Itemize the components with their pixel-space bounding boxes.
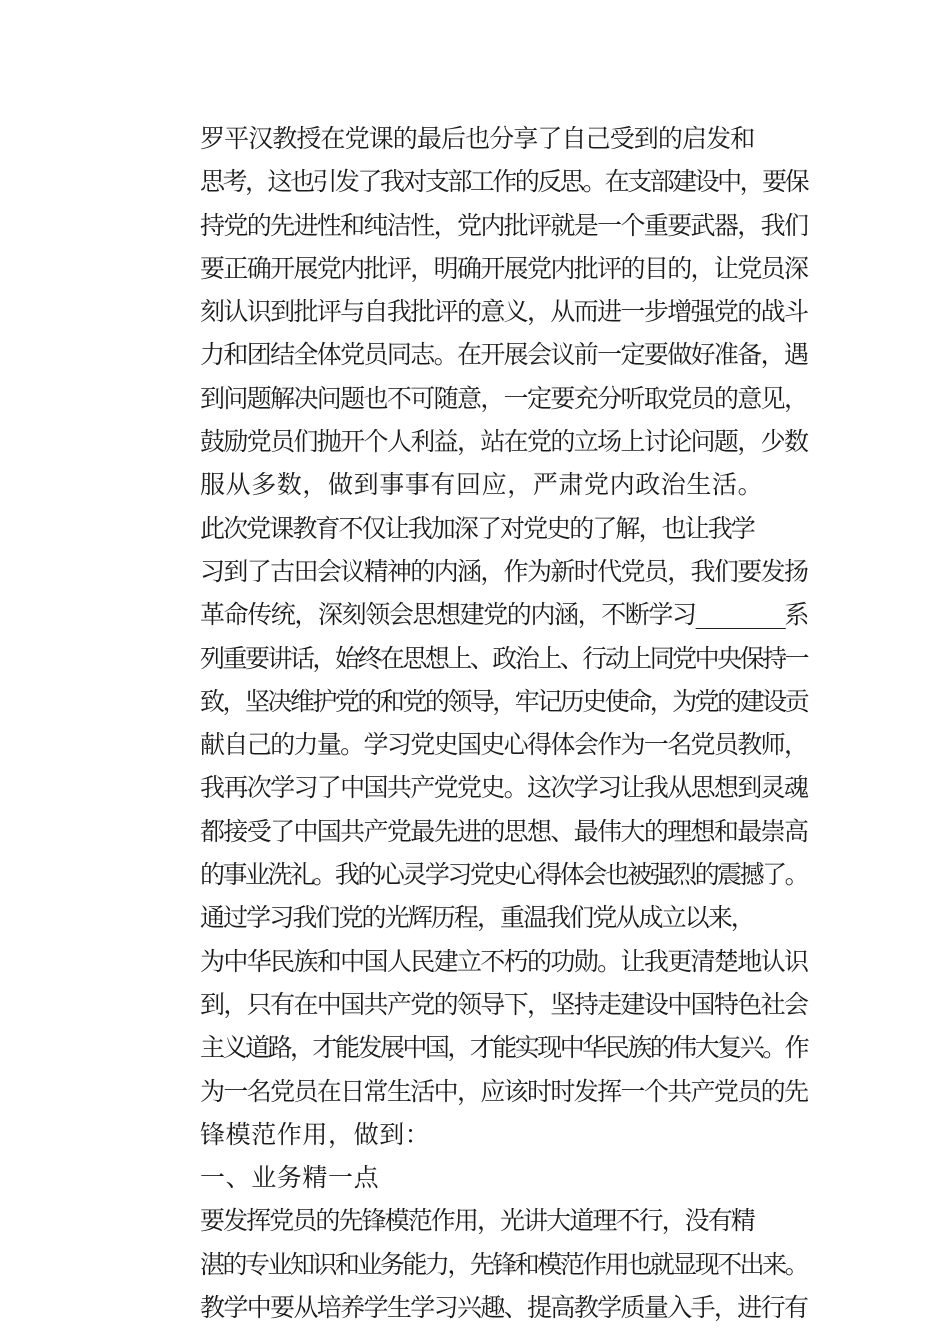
text-line: 教学中要从培养学生学习兴趣、提高教学质量入手，进行有 [200, 1293, 808, 1323]
text-line: 的事业洗礼。我的心灵学习党史心得体会也被强烈的震撼了。 [200, 860, 808, 890]
text-line: 湛的专业知识和业务能力，先锋和模范作用也就显现不出来。 [200, 1249, 808, 1279]
document-body [146, 117, 810, 1329]
text-line: 主义道路，才能发展中国，才能实现中华民族的伟大复兴。作 [200, 1033, 808, 1063]
text-line: 思考，这也引发了我对支部工作的反思。在支部建设中，要保 [200, 167, 808, 197]
text-line: 为中华民族和中国人民建立不朽的功勋。让我更清楚地认识 [200, 946, 808, 976]
section-heading [146, 1156, 810, 1199]
text-line: 通过学习我们党的光辉历程，重温我们党从成立以来， [200, 903, 754, 933]
text-line: 持党的先进性和纯洁性，党内批评就是一个重要武器，我们 [200, 210, 808, 240]
paragraph-professional-skill [146, 1199, 810, 1329]
text-line: 刻认识到批评与自我批评的意义，从而进一步增强党的战斗 [200, 297, 808, 327]
text-line: 到，只有在中国共产党的领导下，坚持走建设中国特色社会 [200, 989, 808, 1019]
text-line: 要发挥党员的先锋模范作用，光讲大道理不行，没有精 [200, 1206, 754, 1236]
text-line: 罗平汉教授在党课的最后也分享了自己受到的启发和 [200, 124, 755, 153]
text-line: 要正确开展党内批评，明确开展党内批评的目的，让党员深 [200, 253, 808, 283]
text-line: 献自己的力量。学习党史国史心得体会作为一名党员教师， [200, 730, 808, 760]
text-line: 革命传统，深刻领会思想建党的内涵，不断学习________系 [200, 600, 809, 630]
text-line: 都接受了中国共产党最先进的思想、最伟大的理想和最崇高 [200, 816, 808, 846]
text-line: 到问题解决问题也不可随意，一定要充分听取党员的意见， [200, 383, 808, 413]
text-line: 此次党课教育不仅让我加深了对党史的了解，也让我学 [200, 513, 754, 543]
heading-text: 一、业务精一点 [200, 1163, 380, 1193]
text-line: 力和团结全体党员同志。在开展会议前一定要做好准备，遇 [200, 340, 808, 370]
text-line: 鼓励党员们抛开个人利益，站在党的立场上讨论问题，少数 [200, 427, 808, 457]
text-line: 习到了古田会议精神的内涵，作为新时代党员，我们要发扬 [200, 556, 808, 586]
paragraph-glorious-history [146, 896, 810, 1156]
text-line: 致，坚决维护党的和党的领导，牢记历史使命，为党的建设贡 [200, 686, 808, 716]
text-line: 列重要讲话，始终在思想上、政治上、行动上同党中央保持一 [200, 643, 808, 673]
paragraph-branch-reflection [146, 117, 810, 507]
paragraph-party-history-study [146, 507, 810, 897]
text-line: 我再次学习了中国共产党党史。这次学习让我从思想到灵魂 [200, 773, 808, 803]
text-line: 服从多数，做到事事有回应，严肃党内政治生活。 [200, 470, 764, 500]
text-line: 为一名党员在日常生活中，应该时时发挥一个共产党员的先 [200, 1076, 808, 1106]
text-line: 锋模范作用，做到： [200, 1119, 431, 1149]
